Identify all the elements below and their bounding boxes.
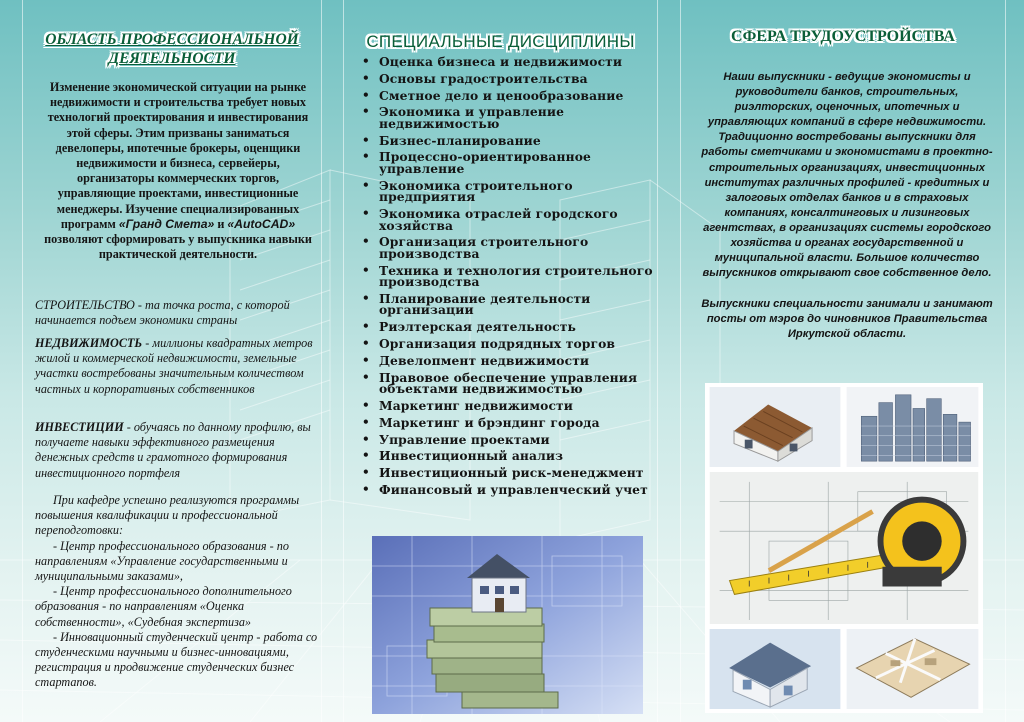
bullet-icon: • [362, 104, 370, 119]
program-grand-smeta: «Гранд Смета» [118, 216, 215, 231]
construction-paragraph [35, 298, 325, 328]
real-estate-heading: НЕДВИЖИМОСТЬ [35, 336, 143, 350]
photo-collage [705, 383, 983, 713]
program-autocad: «AutoCAD» [227, 216, 296, 231]
intro-and: и [214, 216, 228, 231]
discipline-item [358, 56, 658, 68]
discipline-item [358, 290, 658, 318]
panel1-title-line1: ОБЛАСТЬ ПРОФЕССИОНАЛЬНОЙ [45, 31, 299, 48]
discipline-label: Техника и технология строительного производства [379, 262, 653, 290]
bullet-icon: • [362, 481, 370, 496]
bullet-icon: • [362, 132, 370, 147]
discipline-label: Маркетинг недвижимости [379, 397, 573, 413]
discipline-item [358, 450, 658, 462]
discipline-item [358, 151, 658, 174]
bullet-icon: • [362, 431, 370, 446]
bullet-icon: • [362, 465, 370, 480]
alumni-positions-text: Выпускники специальности занимали и занимают посты от мэров до чиновников Правительства Иркутской области. [701, 298, 993, 341]
discipline-item [358, 338, 658, 350]
programs-intro: При кафедре успешно реализуются программы повышения квалификации и профессиональной переподготовки: [35, 493, 300, 538]
bullet-icon: • [362, 177, 370, 192]
bullet-icon: • [362, 352, 370, 367]
discipline-label: Экономика отраслей городского хозяйства [379, 206, 618, 233]
bullet-icon: • [362, 206, 370, 221]
bullet-icon: • [362, 54, 370, 68]
discipline-label: Бизнес-планирование [379, 132, 541, 148]
discipline-label: Оценка бизнеса и недвижимости [379, 54, 623, 69]
discipline-item [358, 87, 658, 103]
program-item: - Центр профессионального образования - по направлениям «Управление государственными и муниципальными заказами», [35, 538, 289, 584]
discipline-label: Инвестиционный риск-менеджмент [379, 465, 644, 481]
real-estate-body: - миллионы квадратных метров жилой и коммерческой недвижимости, земельные участки востребованы значительным количеством частных и корпоративных собственников [35, 336, 313, 396]
bullet-icon: • [362, 290, 370, 305]
bullet-icon: • [362, 397, 370, 412]
employment-text: Наши выпускники - ведущие экономисты и руководители банков, строительных, риэлторских, оценочных, ипотечных и управляющих компаний в сфере недвижимости. Традиционно востребованы выпускники для работы сметчиками и экономистами в проектно-строительных организациях, инвестиционных институтах различных профилей - кредитных и залоговых отделах банков и в страховых компаниях, консалтинговых и лизинговых агентствах, в организациях системы городского хозяйства и органах государственной и муниципальной власти. Большое количество выпускников открывают свое собственное дело. [701, 71, 993, 280]
discipline-label: Правовое обеспечение управления объектами недвижимостью [379, 369, 638, 397]
floor-plan-photo [845, 628, 980, 710]
department-programs [35, 493, 325, 691]
panel1-title [23, 30, 321, 68]
panel3-title: СФЕРА ТРУДОУСТРОЙСТВА [731, 28, 955, 45]
discipline-item [358, 132, 658, 148]
discipline-label: Организация строительного производства [379, 234, 589, 261]
panel-special-disciplines [343, 0, 658, 722]
discipline-item [358, 369, 658, 397]
discipline-label: Планирование деятельности организации [379, 290, 591, 318]
discipline-label: Инвестиционный анализ [379, 448, 564, 464]
skyscrapers-photo [845, 386, 980, 468]
construction-body: та точка роста, с которой начинается подъем экономики страны [35, 298, 290, 328]
discipline-label: Сметное дело и ценообразование [379, 87, 624, 103]
discipline-label: Организация подрядных торгов [379, 336, 616, 352]
discipline-label: Риэлтерская деятельность [379, 319, 576, 335]
discipline-label: Финансовый и управленческий учет [379, 481, 648, 497]
bullet-icon: • [362, 319, 370, 334]
discipline-label: Процессно-ориентированное управление [379, 149, 591, 176]
discipline-item [358, 236, 658, 259]
program-item: - Инновационный студенческий центр - работа со студенческими научными и бизнес-инновациями, регистрация и продвижение студенческих бизнес стартапов. [35, 629, 318, 690]
discipline-label: Девелопмент недвижимости [379, 352, 590, 368]
panel1-intro [37, 80, 319, 262]
house-construction-photo [708, 386, 842, 468]
discipline-label: Экономика строительного предприятия [379, 177, 573, 205]
discipline-item [358, 481, 658, 497]
discipline-item [358, 177, 658, 205]
panel2-title: СПЕЦИАЛЬНЫЕ ДИСЦИПЛИНЫ [366, 32, 635, 51]
investments-body: - обучаясь по данному профилю, вы получаете навыки эффективного размещения денежных средств и грамотного формирования инвестиционного портфеля [35, 420, 311, 480]
discipline-item [358, 70, 658, 86]
bullet-icon: • [362, 448, 370, 463]
panel1-title-line2: ДЕЯТЕЛЬНОСТИ [108, 50, 236, 67]
real-estate-paragraph [35, 336, 325, 397]
discipline-label: Экономика и управление недвижимостью [379, 104, 565, 131]
discipline-item [358, 106, 658, 129]
discipline-item [358, 321, 658, 333]
program-item: - Центр профессионального дополнительного образования - по направлениям «Оценка собственности», «Судебная экспертиза» [35, 584, 292, 629]
construction-heading: СТРОИТЕЛЬСТВО - [35, 298, 142, 312]
bullet-icon: • [362, 414, 370, 429]
disciplines-list [358, 56, 658, 501]
discipline-label: Маркетинг и брэндинг города [379, 414, 600, 430]
panel-professional-area [22, 0, 322, 722]
bullet-icon: • [362, 70, 370, 85]
discipline-item [358, 262, 658, 290]
bullet-icon: • [362, 149, 370, 164]
discipline-label: Управление проектами [379, 431, 550, 447]
discipline-item [358, 467, 658, 479]
bullet-icon: • [362, 369, 370, 384]
discipline-item [358, 414, 658, 430]
intro-text: Изменение экономической ситуации на рынке недвижимости и строительства требует новых технологий проектирования и инвестирования этой сферы. Этим призваны заниматься девелоперы, ипотечные брокеры, оценщики недвижимости и бизнеса, сервейеры, организаторы коммерческих торгов, управляющие проектами, инвестиционные менеджеры. Изучение специализированных программ [47, 80, 309, 231]
intro-tail: позволяют сформировать у выпускника навыки практической деятельности. [44, 232, 312, 262]
house-money-photo [372, 536, 643, 714]
investments-paragraph [35, 420, 325, 481]
investments-heading: ИНВЕСТИЦИИ [35, 420, 124, 434]
discipline-label: Основы градостроительства [379, 70, 588, 86]
bullet-icon: • [362, 262, 370, 277]
discipline-item [358, 208, 658, 231]
bullet-icon: • [362, 234, 370, 249]
house-render-photo [708, 628, 842, 710]
bullet-icon: • [362, 336, 370, 351]
discipline-item [358, 397, 658, 413]
bullet-icon: • [362, 87, 370, 102]
discipline-item [358, 431, 658, 447]
discipline-item [358, 352, 658, 368]
tape-measure-photo [708, 471, 980, 625]
